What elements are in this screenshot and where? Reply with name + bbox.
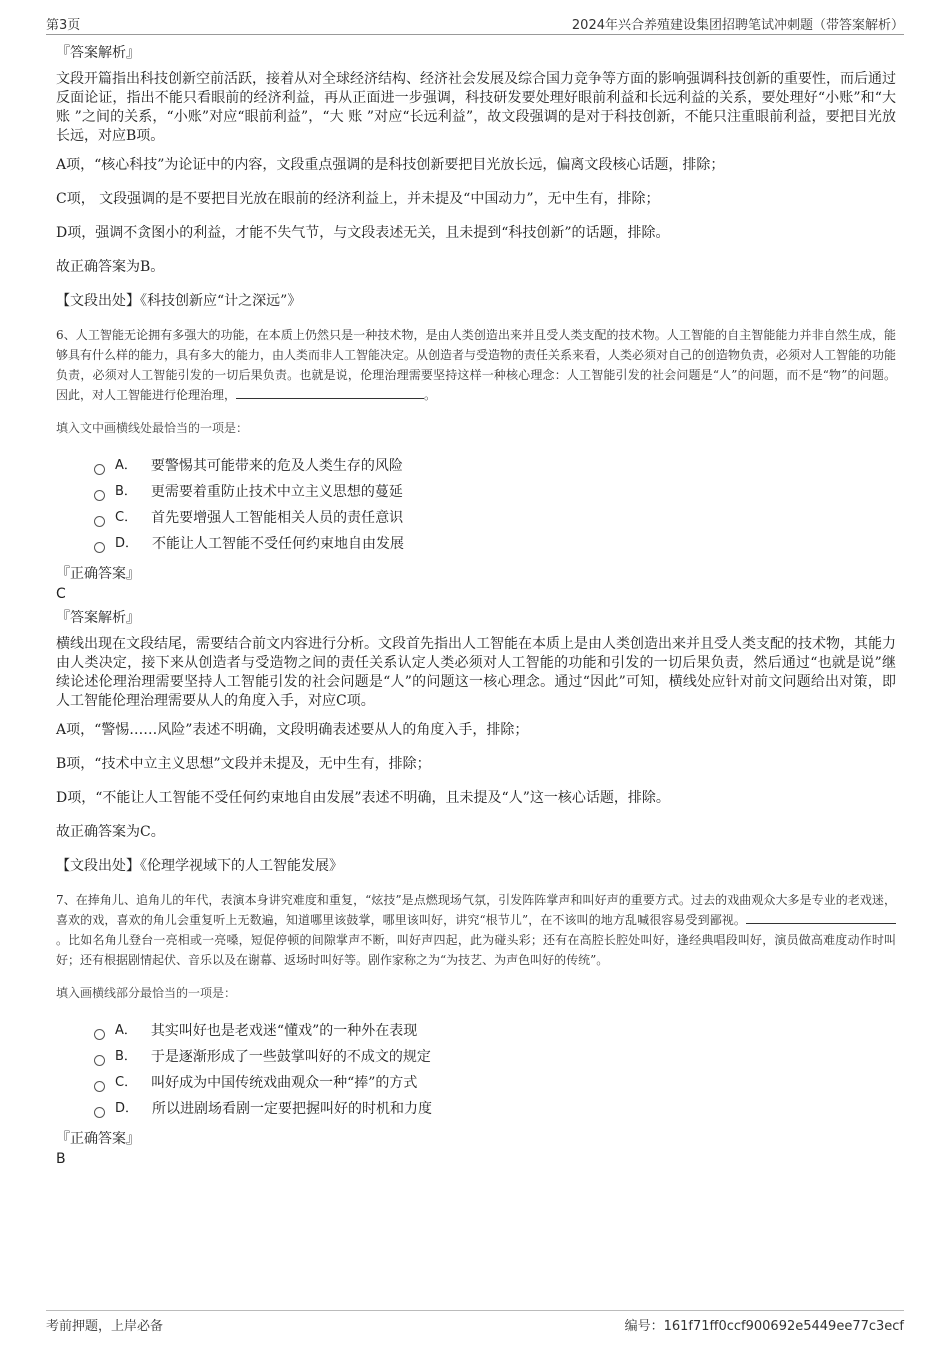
question-7-options	[94, 1018, 896, 1122]
document-id: 编号：161f71ff0ccf900692e5449ee77c3ecf	[624, 1319, 904, 1334]
radio-icon[interactable]	[94, 542, 105, 553]
analysis-point: C项， 文段强调的是不要把目光放在眼前的经济利益上，并未提及“中国动力”，无中生有，排除；	[56, 191, 660, 207]
fill-blank	[236, 386, 424, 399]
analysis-point: A项，“警惕……风险”表述不明确，文段明确表述要从人的角度入手，排除；	[56, 722, 529, 738]
page-content	[56, 44, 896, 1170]
analysis-text: 横线出现在文段结尾，需要结合前文内容进行分析。文段首先指出人工智能在本质上是由人类创造出来并且受人类支配的技术物，其能力由人类决定，接下来从创造者与受造物之间的责任关系认定人类必须对人工智能的功能和引发的一切后果负责，然后通过“也就是说”继续论述伦理治理需要坚持人工智能引发的社会问题是“人”的问题这一核心理念。通过“因此”可知，横线处应针对前文问题给出对策，即人工智能伦理治理需要从人的角度入手，对应C项。	[56, 636, 896, 709]
footer-slogan: 考前押题，上岸必备	[46, 1319, 164, 1334]
question-6-text: 6、人工智能无论拥有多强大的功能，在本质上仍然只是一种技术物，是由人类创造出来并且受人类支配的技术物。人工智能的自主智能能力并非自然生成，能够具有什么样的能力，具有多大的能力，由人类而非人工智能决定。从创造者与受造物的责任关系来看，人类必须对自己的创造物负责，必须对人工智能的功能负责，必须对人工智能引发的一切后果负责。也就是说，伦理治理需要坚持这样一种核心理念：人工智能引发的社会问题是“人”的问题，而不是“物”的问题。因此，对人工智能进行伦理治理， 。	[56, 328, 897, 402]
correct-answer-label: 『正确答案』	[56, 1131, 140, 1147]
text-source: 【文段出处】《科技创新应“计之深远”》	[56, 293, 302, 309]
page-number: 第3页	[46, 18, 81, 33]
option-c[interactable]: C． 叫好成为中国传统戏曲观众一种“捧”的方式	[94, 1070, 896, 1096]
analysis-point: B项，“技术中立主义思想”文段并未提及，无中生有，排除；	[56, 756, 431, 772]
option-c[interactable]: C． 首先要增强人工智能相关人员的责任意识	[94, 505, 896, 531]
fill-blank	[746, 911, 896, 924]
radio-icon[interactable]	[94, 1029, 105, 1040]
analysis-conclusion: 故正确答案为C。	[56, 824, 165, 840]
correct-answer: C	[56, 586, 66, 602]
radio-icon[interactable]	[94, 490, 105, 501]
radio-icon[interactable]	[94, 1081, 105, 1092]
analysis-conclusion: 故正确答案为B。	[56, 259, 165, 275]
analysis-label: 『答案解析』	[56, 45, 140, 61]
analysis-point: A项，“核心科技”为论证中的内容，文段重点强调的是科技创新要把目光放长远，偏离文段核心话题，排除；	[56, 157, 725, 173]
page-header	[46, 12, 904, 35]
analysis-point: D项，强调不贪图小的利益，才能不失气节，与文段表述无关，且未提到“科技创新”的话题，排除。	[56, 225, 670, 241]
document-title: 2024年兴合养殖建设集团招聘笔试冲刺题（带答案解析）	[571, 18, 904, 33]
radio-icon[interactable]	[94, 464, 105, 475]
correct-answer: B	[56, 1151, 66, 1167]
option-d[interactable]: D． 所以进剧场看剧一定要把握叫好的时机和力度	[94, 1096, 896, 1122]
analysis-text: 文段开篇指出科技创新空前活跃，接着从对全球经济结构、经济社会发展及综合国力竞争等方面的影响强调科技创新的重要性，而后通过反面论证，指出不能只看眼前的经济利益，再从正面进一步强调，科技研发要处理好眼前利益和长远利益的关系，要处理好“小账”和“大 账 ”之间的关系，“小账”对应“眼前利益”，“大 账 ”对应“长远利益”，故文段强调的是对于科技创新，不能只注重眼前利益，要把目光放长远，对应B项。	[56, 71, 896, 144]
option-d[interactable]: D． 不能让人工智能不受任何约束地自由发展	[94, 531, 896, 557]
analysis-label: 『答案解析』	[56, 610, 140, 626]
text-source: 【文段出处】《伦理学视域下的人工智能发展》	[56, 858, 343, 874]
question-6-options	[94, 453, 896, 557]
question-7-text: 7、在捧角儿、追角儿的年代，表演本身讲究难度和重复，“炫技”是点燃现场气氛，引发阵阵掌声和叫好声的重要方式。过去的戏曲观众大多是专业的老戏迷，喜欢的戏，喜欢的角儿会重复听上无数遍，知道哪里该鼓掌，哪里该叫好，讲究“根节儿”，在不该叫的地方乱喊很容易受到鄙视。。比如名角儿登台一亮相或一亮嗓，短促停顿的间隙掌声不断，叫好声四起，此为碰头彩；还有在高腔长腔处叫好，逢经典唱段叫好，演员做高难度动作时叫好；还有根据剧情起伏、音乐以及在谢幕、返场时叫好等。剧作家称之为“为技艺、为声色叫好的传统”。	[56, 893, 896, 967]
option-a[interactable]: A． 其实叫好也是老戏迷“懂戏”的一种外在表现	[94, 1018, 896, 1044]
question-6-prompt: 填入文中画横线处最恰当的一项是：	[56, 421, 249, 435]
radio-icon[interactable]	[94, 1107, 105, 1118]
page-footer	[46, 1310, 904, 1334]
correct-answer-label: 『正确答案』	[56, 566, 140, 582]
radio-icon[interactable]	[94, 1055, 105, 1066]
option-b[interactable]: B． 更需要着重防止技术中立主义思想的蔓延	[94, 479, 896, 505]
option-a[interactable]: A． 要警惕其可能带来的危及人类生存的风险	[94, 453, 896, 479]
analysis-point: D项，“不能让人工智能不受任何约束地自由发展”表述不明确，且未提及“人”这一核心话题，排除。	[56, 790, 670, 806]
question-7-prompt: 填入画横线部分最恰当的一项是：	[56, 986, 237, 1000]
option-b[interactable]: B． 于是逐渐形成了一些鼓掌叫好的不成文的规定	[94, 1044, 896, 1070]
radio-icon[interactable]	[94, 516, 105, 527]
